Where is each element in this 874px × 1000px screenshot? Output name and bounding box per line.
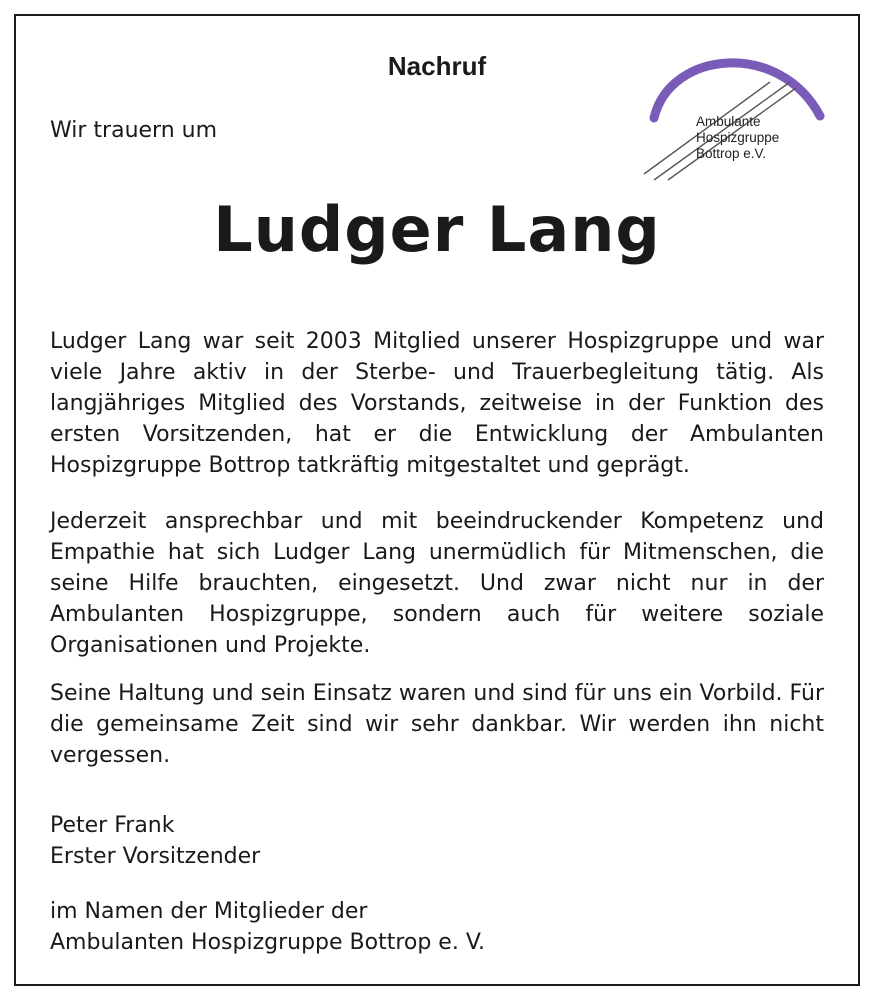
closing-block xyxy=(50,896,485,958)
intro-text: Wir trauern um xyxy=(50,118,218,143)
logo-line-bottrop: Bottrop e.V. xyxy=(696,146,767,161)
logo-arc xyxy=(654,63,820,118)
paragraph-2: Jederzeit ansprechbar und mit beeindruckender Kompetenz und Empathie hat sich Ludger Lang unermüdlich für Mitmenschen, die seine Hilfe brauchten, eingesetzt. Und zwar nicht nur in der Ambulanten Hospizgruppe, sondern auch für weitere soziale Organisationen und Projekte. xyxy=(50,509,824,658)
logo-line-ambulante: Ambulante xyxy=(696,114,761,129)
paragraph-1: Ludger Lang war seit 2003 Mitglied unserer Hospizgruppe und war viele Jahre aktiv in der Sterbe- und Trauerbegleitung tätig. Als langjähriges Mitglied des Vorstands, zeitweise in der Funktion des ersten Vorsitzenden, hat er die Entwicklung der Ambulanten Hospizgruppe Bottrop tatkräftig mitgestaltet und geprägt. xyxy=(50,329,824,478)
logo-line-hospizgruppe: Hospizgruppe xyxy=(696,130,780,145)
logo-text xyxy=(696,114,779,162)
closing-line-2: Ambulanten Hospizgruppe Bottrop e. V. xyxy=(50,930,486,955)
paragraph-3: Seine Haltung und sein Einsatz waren und sind für uns ein Vorbild. Für die gemeinsame Zeit sind wir sehr dankbar. Wir werden ihn nicht vergessen. xyxy=(50,681,824,768)
closing-line-1: im Namen der Mitglieder der xyxy=(50,899,368,924)
signatory-role: Erster Vorsitzender xyxy=(50,844,261,869)
hospice-logo xyxy=(640,48,830,188)
heading: Nachruf xyxy=(387,51,487,81)
signature-block xyxy=(50,810,260,872)
deceased-name: Ludger Lang xyxy=(213,193,661,266)
signatory-name: Peter Frank xyxy=(50,813,175,838)
